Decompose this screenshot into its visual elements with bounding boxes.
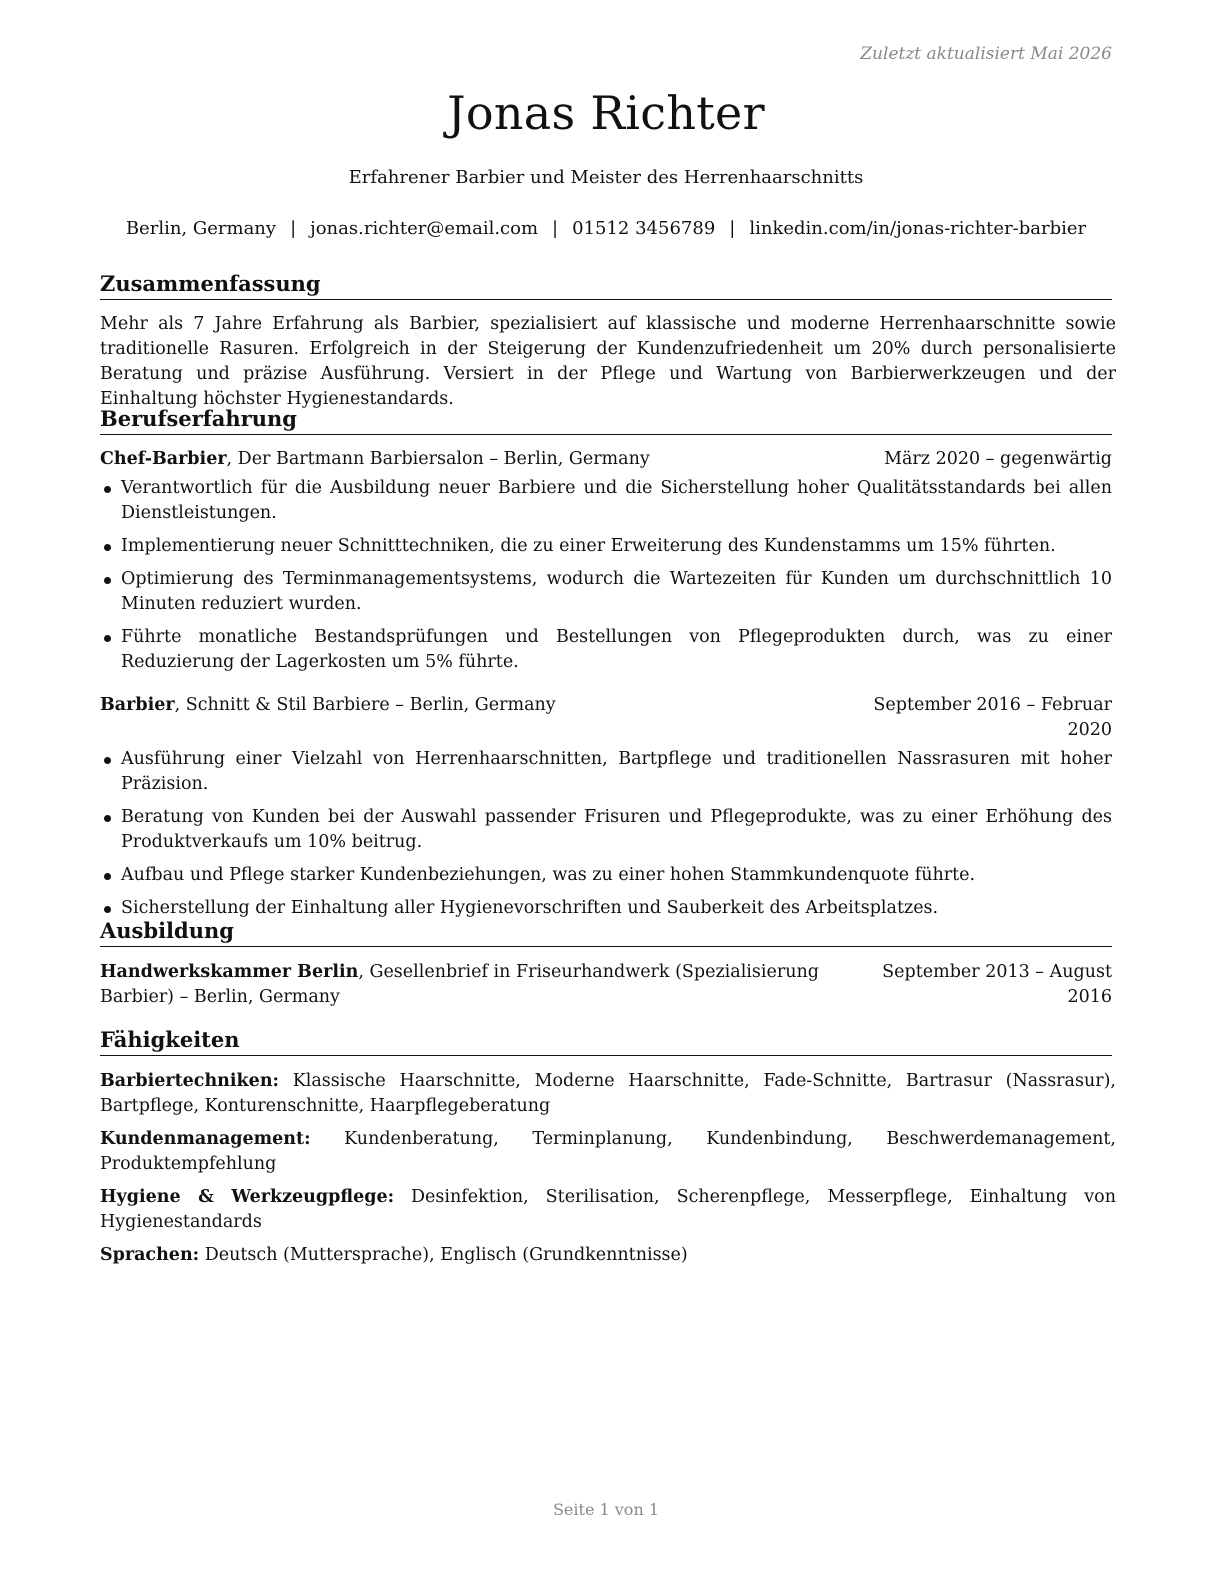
bullet-text: Verantwortlich für die Ausbildung neuer Barbiere und die Sicherstellung hoher Qualitätsstandards bei allen Dienstleistungen.: [121, 478, 1112, 523]
section-title-skills: Fähigkeiten: [100, 1027, 1112, 1056]
education-entry: [100, 960, 1112, 1010]
skills-list: [100, 1069, 1116, 1268]
bullet-item: [100, 476, 1112, 526]
contact-location: Berlin, Germany: [125, 218, 277, 239]
bullet-item: [100, 534, 1112, 559]
job-role: Chef-Barbier: [100, 449, 227, 469]
bullet-text: Aufbau und Pflege starker Kundenbeziehungen, was zu einer hohen Stammkundenquote führte.: [121, 865, 976, 885]
bullet-icon: [104, 873, 111, 880]
bullet-text: Sicherstellung der Einhaltung aller Hygienevorschriften und Sauberkeit des Arbeitsplatzes.: [121, 898, 939, 918]
bullet-icon: [104, 486, 111, 493]
job-entry: [100, 447, 1112, 675]
contact-linkedin[interactable]: linkedin.com/in/jonas-richter-barbier: [749, 218, 1087, 239]
bullet-item: [100, 805, 1112, 855]
education-institution: Handwerkskammer Berlin: [100, 962, 359, 982]
job-role: Barbier: [100, 695, 175, 715]
bullet-icon: [104, 906, 111, 913]
skill-items: Desinfektion, Sterilisation, Scherenpflege, Messerpflege, Einhaltung von Hygienestandards: [100, 1187, 1116, 1232]
headline: Erfahrener Barbier und Meister des Herrenhaarschnitts: [348, 167, 864, 188]
job-header: [100, 693, 1112, 743]
job-dates: März 2020 – gegenwärtig: [884, 449, 1112, 469]
section-title-summary: Zusammenfassung: [100, 271, 1112, 300]
education-degree: , Gesellenbrief in Friseurhandwerk (Spezialisierung Barbier) – Berlin, Germany: [100, 962, 819, 1007]
bullet-icon: [104, 544, 111, 551]
skill-label: Hygiene & Werkzeugpflege:: [100, 1187, 395, 1207]
job-entry: [100, 693, 1112, 921]
contact-separator: |: [729, 218, 736, 239]
job-title-line: [100, 693, 556, 743]
contact-line: [60, 218, 1152, 239]
skill-group: [100, 1243, 1116, 1268]
bullet-icon: [104, 757, 111, 764]
skill-label: Sprachen:: [100, 1245, 200, 1265]
job-header: [100, 447, 1112, 472]
last-updated: Zuletzt aktualisiert Mai 2026: [860, 44, 1112, 64]
bullet-item: [100, 567, 1112, 617]
experience-section: [100, 406, 1112, 929]
bullet-icon: [104, 635, 111, 642]
contact-separator: |: [290, 218, 297, 239]
bullet-icon: [104, 577, 111, 584]
bullet-item: [100, 747, 1112, 797]
candidate-name: Jonas Richter: [447, 86, 765, 140]
bullet-item: [100, 863, 1112, 888]
skill-items: Deutsch (Muttersprache), Englisch (Grundkenntnisse): [204, 1245, 688, 1265]
skill-group: [100, 1127, 1116, 1177]
section-title-experience: Berufserfahrung: [100, 406, 1112, 435]
summary-text: Mehr als 7 Jahre Erfahrung als Barbier, spezialisiert auf klassische und moderne Herrenhaarschnitte sowie traditionelle Rasuren. Erfolgreich in der Steigerung der Kundenzufriedenheit um 20% durch personalisierte Beratung und präzise Ausführung. Versiert in der Pflege und Wartung von Barbierwerkzeugen und der Einhaltung höchster Hygienestandards.: [100, 314, 1116, 409]
skill-label: Kundenmanagement:: [100, 1129, 311, 1149]
bullet-item: [100, 625, 1112, 675]
bullet-text: Implementierung neuer Schnitttechniken, die zu einer Erweiterung des Kundenstamms um 15% führten.: [121, 536, 1056, 556]
job-company: , Der Bartmann Barbiersalon – Berlin, Germany: [226, 449, 650, 469]
resume-page: [100, 0, 1116, 1584]
skill-items: Kundenberatung, Terminplanung, Kundenbindung, Beschwerdemanagement, Produktempfehlung: [100, 1129, 1116, 1174]
job-bullets: [100, 747, 1112, 921]
bullet-icon: [104, 815, 111, 822]
bullet-text: Ausführung einer Vielzahl von Herrenhaarschnitten, Bartpflege und traditionellen Nassrasuren mit hoher Präzision.: [121, 749, 1112, 794]
section-title-education: Ausbildung: [100, 918, 1112, 947]
skill-group: [100, 1185, 1116, 1235]
skill-items: Klassische Haarschnitte, Moderne Haarschnitte, Fade-Schnitte, Bartrasur (Nassrasur), Bartpflege, Konturenschnitte, Haarpflegeberatung: [100, 1071, 1116, 1116]
education-section: [100, 918, 1112, 1010]
contact-phone[interactable]: 01512 3456789: [572, 218, 716, 239]
bullet-text: Optimierung des Terminmanagementsystems, wodurch die Wartezeiten für Kunden um durchschnittlich 10 Minuten reduziert wurden.: [121, 569, 1112, 614]
skill-group: [100, 1069, 1116, 1119]
education-line: [100, 960, 880, 1010]
job-dates: September 2016 – Februar 2020: [873, 695, 1112, 740]
bullet-text: Führte monatliche Bestandsprüfungen und Bestellungen von Pflegeprodukten durch, was zu einer Reduzierung der Lagerkosten um 5% führte.: [121, 627, 1112, 672]
education-dates: September 2013 – August 2016: [882, 962, 1112, 1007]
job-bullets: [100, 476, 1112, 675]
contact-email[interactable]: jonas.richter@email.com: [310, 218, 539, 239]
job-company: , Schnitt & Stil Barbiere – Berlin, Germany: [174, 695, 556, 715]
contact-separator: |: [552, 218, 559, 239]
bullet-text: Beratung von Kunden bei der Auswahl passender Frisuren und Pflegeprodukte, was zu einer Erhöhung des Produktverkaufs um 10% beitrug.: [121, 807, 1112, 852]
skills-section: [100, 1027, 1116, 1276]
page-number: Seite 1 von 1: [552, 1500, 660, 1519]
skill-label: Barbiertechniken:: [100, 1071, 279, 1091]
summary-section: [100, 271, 1116, 412]
job-title-line: [100, 447, 650, 472]
